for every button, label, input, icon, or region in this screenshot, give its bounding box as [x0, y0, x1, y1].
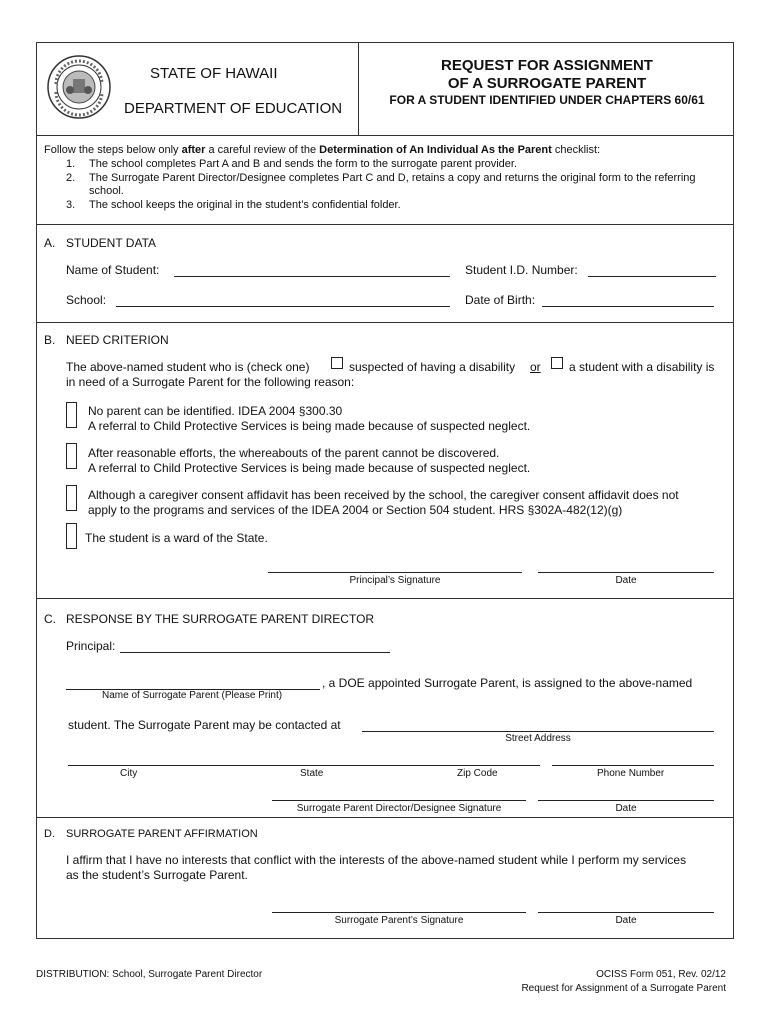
surrogate-signature-field[interactable] [272, 912, 526, 913]
section-a-divider [36, 322, 734, 323]
reason-4-checkbox[interactable] [66, 523, 77, 549]
affirmation-line1: I affirm that I have no interests that conflict with the interests of the above-named student while I perform my services [66, 853, 687, 867]
section-d-letter: D. [44, 828, 55, 840]
reason-1-line2: A referral to Child Protective Services is being made because of suspected neglect. [88, 419, 531, 433]
distribution-text: DISTRIBUTION: School, Surrogate Parent Director [36, 969, 263, 980]
disability-label: a student with a disability is [569, 360, 715, 374]
or-text: or [530, 360, 541, 374]
director-signature-caption: Surrogate Parent Director/Designee Signature [296, 803, 502, 814]
step-3-number: 3. [66, 199, 76, 211]
principal-date-field[interactable] [538, 572, 714, 573]
criterion-lead: The above-named student who is (check one) [66, 360, 310, 374]
dob-field[interactable] [542, 306, 714, 307]
student-name-field[interactable] [174, 276, 450, 277]
city-caption: City [120, 768, 138, 779]
form-subtitle: FOR A STUDENT IDENTIFIED UNDER CHAPTERS 60/61 [389, 93, 705, 107]
header-vertical-divider [358, 42, 359, 135]
section-a-title: STUDENT DATA [66, 236, 157, 250]
reason-1-checkbox[interactable] [66, 402, 77, 428]
section-b-divider [36, 598, 734, 599]
criterion-lead-2: in need of a Surrogate Parent for the following reason: [66, 375, 355, 389]
student-id-field[interactable] [588, 276, 716, 277]
assigned-text: , a DOE appointed Surrogate Parent, is assigned to the above-named [322, 676, 693, 690]
header-divider [36, 135, 734, 136]
surrogate-signature-caption: Surrogate Parent’s Signature [334, 915, 464, 926]
step-2-text-cont: school. [89, 185, 124, 197]
reason-2-line1: After reasonable efforts, the whereabouts of the parent cannot be discovered. [88, 446, 500, 460]
phone-caption: Phone Number [597, 768, 665, 779]
section-c-letter: C. [44, 612, 56, 626]
step-3-text: The school keeps the original in the student’s confidential folder. [89, 199, 401, 211]
suspected-disability-label: suspected of having a disability [349, 360, 516, 374]
instructions-divider [36, 224, 734, 225]
instructions-intro: Follow the steps below only after a careful review of the Determination of An Individual As the Parent checklist: [44, 144, 601, 156]
suspected-disability-checkbox[interactable] [331, 357, 343, 369]
student-name-label: Name of Student: [66, 263, 160, 277]
form-name: Request for Assignment of a Surrogate Parent [521, 983, 726, 994]
principal-signature-field[interactable] [268, 572, 522, 573]
reason-3-checkbox[interactable] [66, 485, 77, 511]
state-seal-icon [46, 54, 112, 120]
city-state-zip-field[interactable] [68, 765, 540, 766]
reason-2-line2: A referral to Child Protective Services is being made because of suspected neglect. [88, 461, 531, 475]
step-2-number: 2. [66, 172, 76, 184]
reason-4-line1: The student is a ward of the State. [85, 531, 268, 545]
form-title-line1: REQUEST FOR ASSIGNMENT [441, 57, 653, 74]
state-caption: State [300, 768, 324, 779]
reason-3-line1: Although a caregiver consent affidavit has been received by the school, the caregiver consent affidavit does not [88, 488, 679, 502]
surrogate-name-caption: Name of Surrogate Parent (Please Print) [102, 690, 283, 701]
surrogate-date-field[interactable] [538, 912, 714, 913]
student-id-label: Student I.D. Number: [465, 263, 578, 277]
phone-number-field[interactable] [552, 765, 714, 766]
reason-1-line1: No parent can be identified. IDEA 2004 §300.30 [88, 404, 343, 418]
section-c-title: RESPONSE BY THE SURROGATE PARENT DIRECTOR [66, 612, 375, 626]
state-name: STATE OF HAWAII [150, 65, 278, 82]
principal-name-field[interactable] [120, 652, 390, 653]
affirmation-line2: as the student’s Surrogate Parent. [66, 868, 248, 882]
reason-3-line2: apply to the programs and services of the IDEA 2004 or Section 504 student. HRS §302A-482(12)(g) [88, 503, 623, 517]
section-b-title: NEED CRITERION [66, 333, 169, 347]
step-1-text: The school completes Part A and B and sends the form to the surrogate parent provider. [89, 158, 518, 170]
principal-signature-caption: Principal’s Signature [349, 575, 441, 586]
dob-label: Date of Birth: [465, 293, 536, 307]
section-a-letter: A. [44, 236, 56, 250]
street-address-field[interactable] [362, 731, 714, 732]
principal-date-caption: Date [615, 575, 637, 586]
contact-text: student. The Surrogate Parent may be contacted at [68, 718, 341, 732]
principal-label: Principal: [66, 639, 116, 653]
form-id: OCISS Form 051, Rev. 02/12 [596, 969, 726, 980]
reason-2-checkbox[interactable] [66, 443, 77, 469]
section-c-divider [36, 817, 734, 818]
disability-checkbox[interactable] [551, 357, 563, 369]
section-b-letter: B. [44, 333, 56, 347]
section-d-title: SURROGATE PARENT AFFIRMATION [66, 828, 258, 840]
school-field[interactable] [116, 306, 450, 307]
form-title-line2: OF A SURROGATE PARENT [447, 75, 647, 92]
department-name: DEPARTMENT OF EDUCATION [124, 100, 343, 117]
director-date-field[interactable] [538, 800, 714, 801]
surrogate-date-caption: Date [615, 915, 637, 926]
director-signature-field[interactable] [272, 800, 526, 801]
director-date-caption: Date [615, 803, 637, 814]
step-1-number: 1. [66, 158, 76, 170]
zip-caption: Zip Code [457, 768, 498, 779]
street-address-caption: Street Address [505, 733, 571, 744]
school-label: School: [66, 293, 107, 307]
step-2-text: The Surrogate Parent Director/Designee completes Part C and D, retains a copy and returns the original form to the referring [89, 172, 696, 184]
